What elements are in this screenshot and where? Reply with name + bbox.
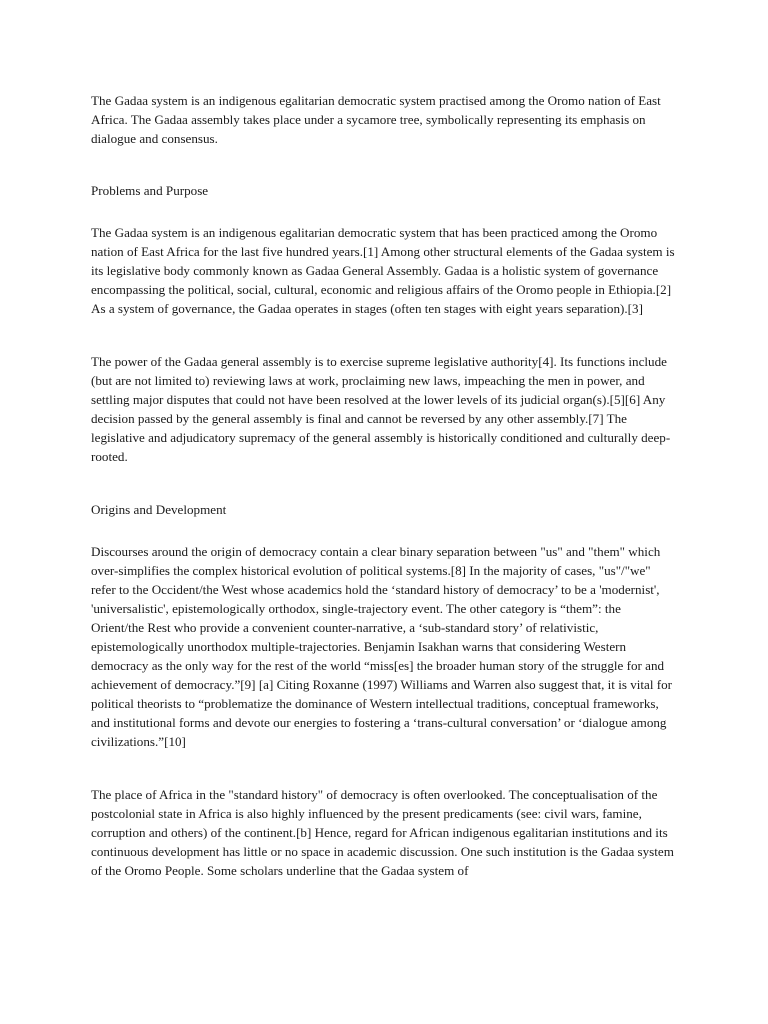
document-page [91, 91, 677, 880]
body-paragraph: The Gadaa system is an indigenous egalitarian democratic system that has been practiced among the Oromo nation of East Africa for the last five hundred years.[1] Among other structural elements of the Gadaa system is its legislative body commonly known as Gadaa General Assembly. Gadaa is a holistic system of governance encompassing the political, social, cultural, economic and religious affairs of the Oromo people in Ethiopia.[2] As a system of governance, the Gadaa operates in stages (often ten stages with eight years separation).[3] [91, 225, 675, 316]
body-paragraph: The power of the Gadaa general assembly is to exercise supreme legislative authority[4]. Its functions include (but are not limited to) reviewing laws at work, proclaiming new laws, impeaching the men in power, and settling major disputes that could not have been resolved at the lower levels of its judicial organ(s).[5][6] Any decision passed by the general assembly is final and cannot be reversed by any other assembly.[7] The legislative and adjudicatory supremacy of the general assembly is historically conditioned and culturally deep-rooted. [91, 354, 671, 464]
intro-paragraph: The Gadaa system is an indigenous egalitarian democratic system practised among the Oromo nation of East Africa. The Gadaa assembly takes place under a sycamore tree, symbolically representing its emphasis on dialogue and consensus. [91, 93, 661, 146]
section-heading-problems: Problems and Purpose [91, 183, 209, 198]
section-heading-origins: Origins and Development [91, 502, 227, 517]
body-paragraph: The place of Africa in the "standard history" of democracy is often overlooked. The conceptualisation of the postcolonial state in Africa is also highly influenced by the present predicaments (see: civil wars, famine, corruption and others) of the continent.[b] Hence, regard for African indigenous egalitarian institutions and its continuous development has little or no space in academic discussion. One such institution is the Gadaa system of the Oromo People. Some scholars underline that the Gadaa system of [91, 787, 674, 878]
body-paragraph: Discourses around the origin of democracy contain a clear binary separation between "us" and "them" which over-simplifies the complex historical evolution of political systems.[8] In the majority of cases, "us"/"we" refer to the Occident/the West whose academics hold the ‘standard history of democracy’ to be a 'modernist', 'universalistic', epistemologically orthodox, single-trajectory event. The other category is “them”: the Orient/the Rest who provide a convenient counter-narrative, a ‘sub-standard story’ of relativistic, epistemologically unorthodox multiple-trajectories. Benjamin Isakhan warns that considering Western democracy as the only way for the rest of the world “miss[es] the broader human story of the struggle for and achievement of democracy.”[9] [a] Citing Roxanne (1997) Williams and Warren also suggest that, it is vital for political theorists to “problematize the dominance of Western intellectual traditions, conceptual frameworks, and institutional forms and devote our energies to fostering a ‘trans-cultural conversation’ or ‘dialogue among civilizations.”[10] [91, 544, 673, 749]
